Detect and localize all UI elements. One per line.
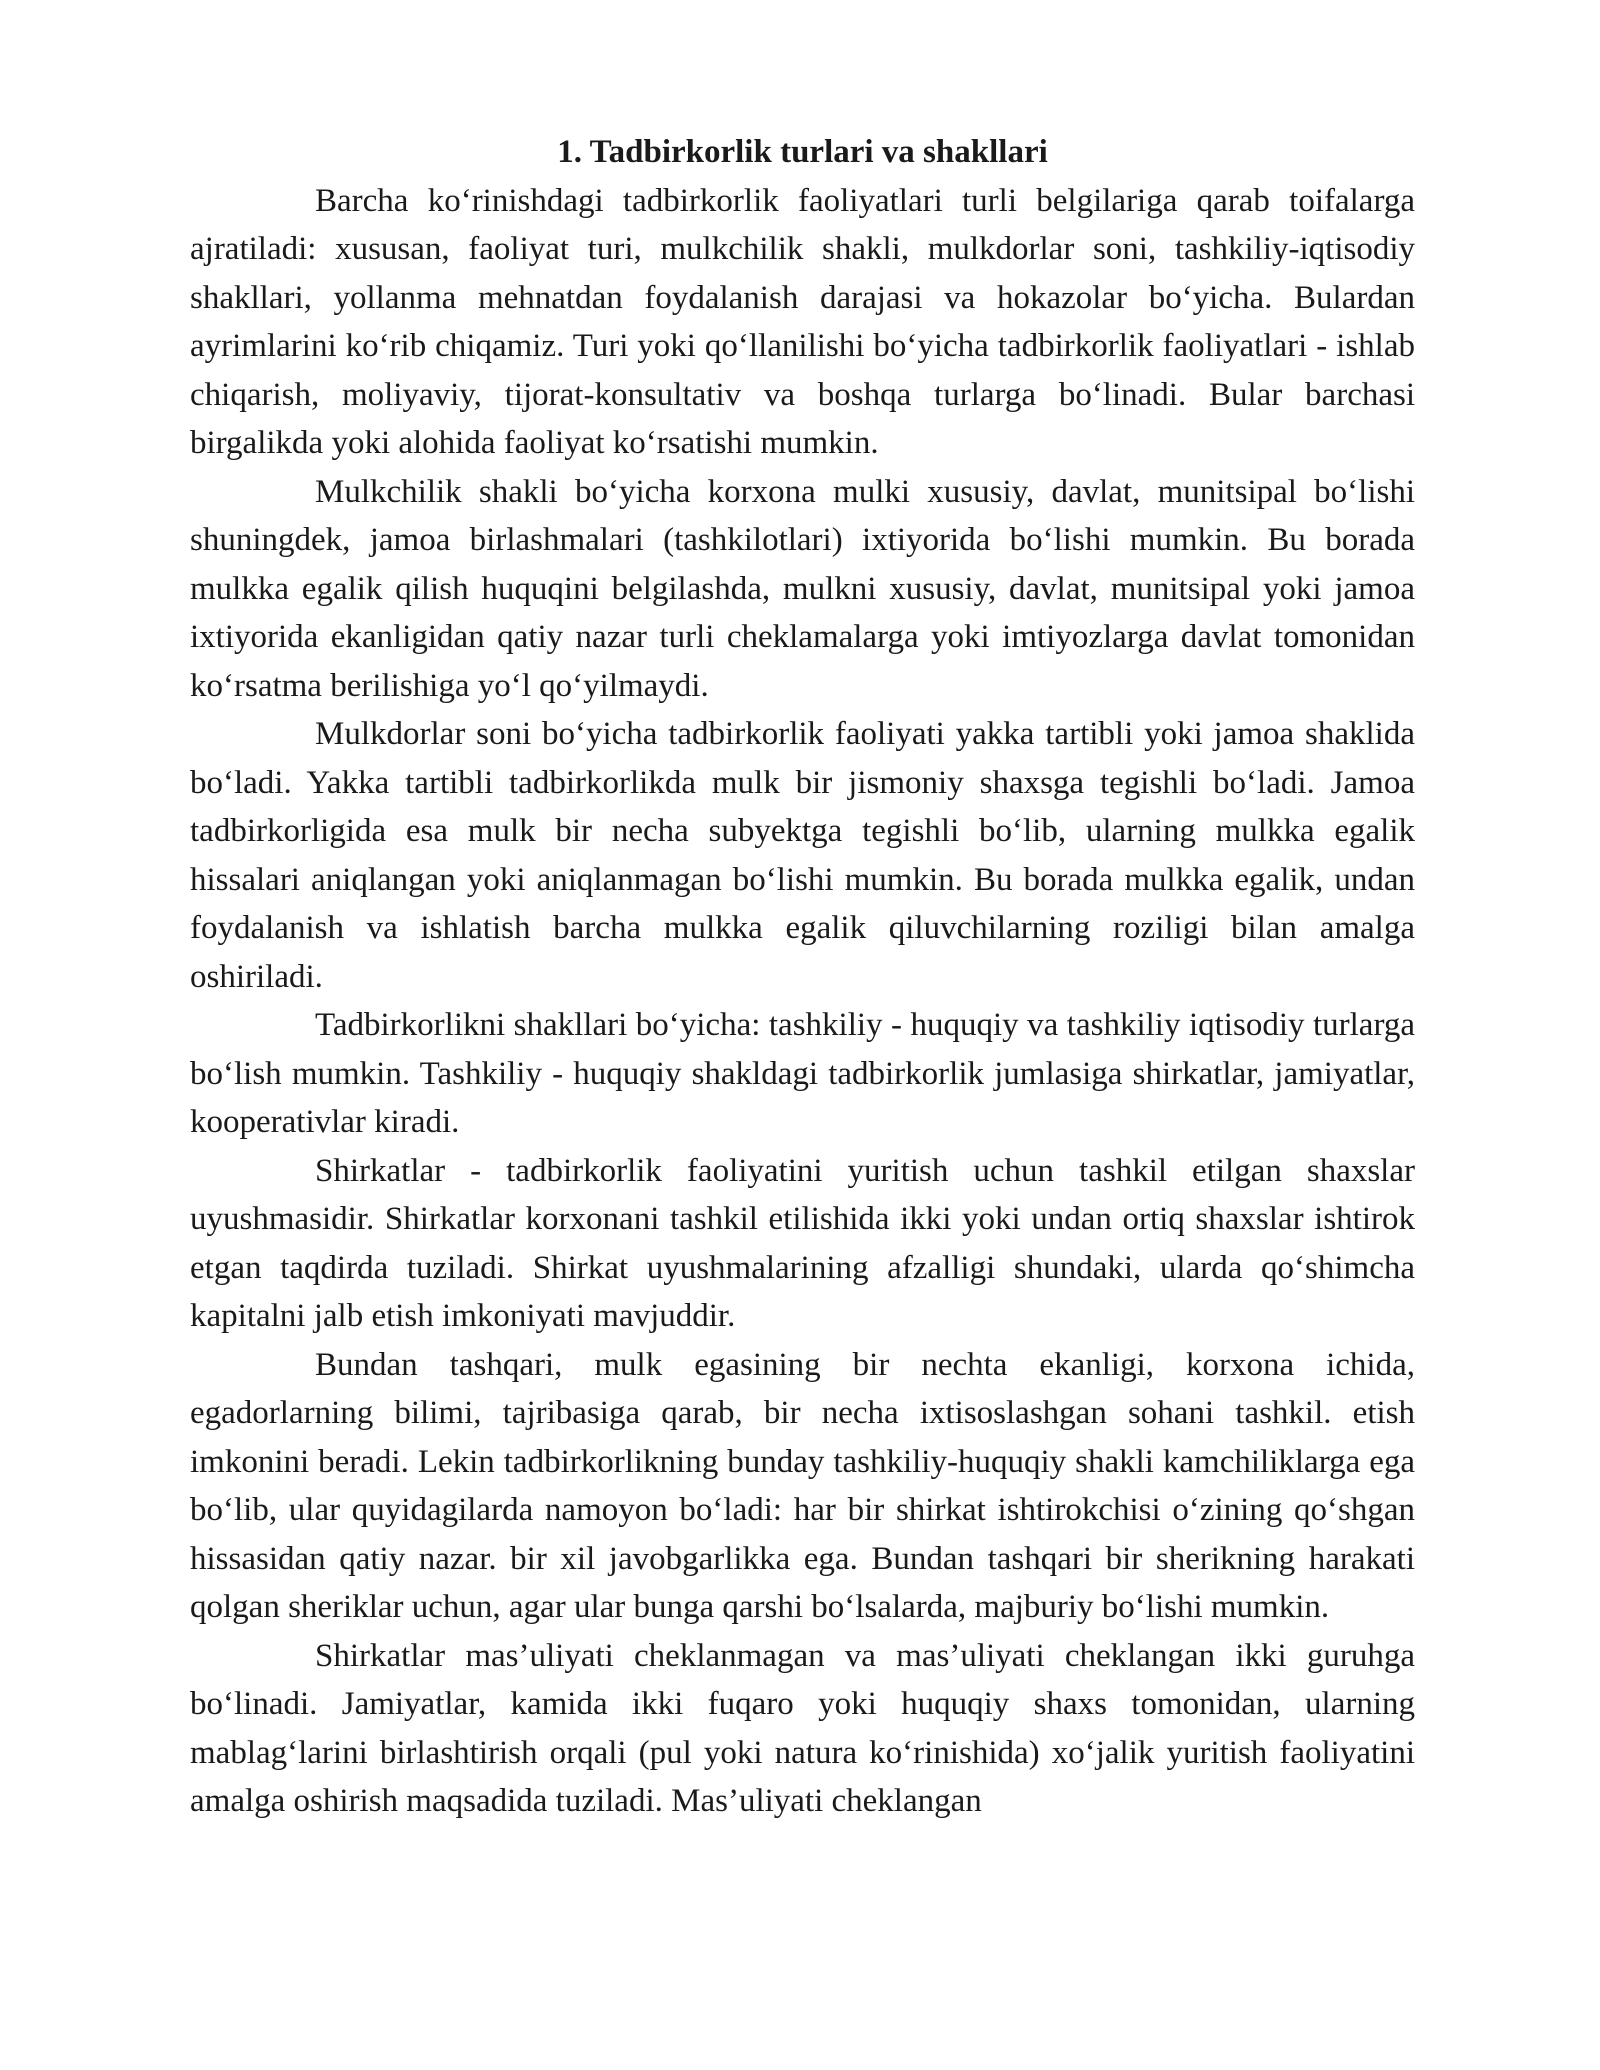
paragraph-1: Barcha ko‘rinishdagi tadbirkorlik faoliyatlari turli belgilariga qarab toifalarga ajratiladi: xususan, faoliyat turi, mulkchilik shakli, mulkdorlar soni, tashkiliy-iqtisodiy shakllari, yollanma mehnatdan foydalanish darajasi va hokazolar bo‘yicha. Bulardan ayrimlarini ko‘rib chiqamiz. Turi yoki qo‘llanilishi bo‘yicha tadbirkorlik faoliyatlari - ishlab chiqarish, moliyaviy, tijorat-konsultativ va boshqa turlarga bo‘linadi. Bular barchasi birgalikda yoki alohida faoliyat ko‘rsatishi mumkin. <box>190 182 1415 461</box>
paragraph-4: Tadbirkorlikni shakllari bo‘yicha: tashkiliy - huquqiy va tashkiliy iqtisodiy turlarga bo‘lish mumkin. Tashkiliy - huquqiy shakldagi tadbirkorlik jumlasiga shirkatlar, jamiyatlar, kooperativlar kiradi. <box>190 1007 1415 1140</box>
paragraph-5: Shirkatlar - tadbirkorlik faoliyatini yuritish uchun tashkil etilgan shaxslar uyushmasidir. Shirkatlar korxonani tashkil etilishida ikki yoki undan ortiq shaxslar ishtirok etgan taqdirda tuziladi. Shirkat uyushmalarining afzalligi shundaki, ularda qo‘shimcha kapitalni jalb etish imkoniyati mavjuddir. <box>190 1152 1415 1334</box>
paragraph-6: Bundan tashqari, mulk egasining bir nechta ekanligi, korxona ichida, egadorlarning bilimi, tajribasiga qarab, bir necha ixtisoslashgan sohani tashkil. etish imkonini beradi. Lekin tadbirkorlikning bunday tashkiliy-huquqiy shakli kamchiliklarga ega bo‘lib, ular quyidagilarda namoyon bo‘ladi: har bir shirkat ishtirokchisi o‘zining qo‘shgan hissasidan qatiy nazar. bir xil javobgarlikka ega. Bundan tashqari bir sherikning harakati qolgan sheriklar uchun, agar ular bunga qarshi bo‘lsalarda, majburiy bo‘lishi mumkin. <box>190 1346 1415 1625</box>
paragraph-2: Mulkchilik shakli bo‘yicha korxona mulki xususiy, davlat, munitsipal bo‘lishi shuningdek, jamoa birlashmalari (tashkilotlari) ixtiyorida bo‘lishi mumkin. Bu borada mulkka egalik qilish huquqini belgilashda, mulkni xususiy, davlat, munitsipal yoki jamoa ixtiyorida ekanligidan qatiy nazar turli cheklamalarga yoki imtiyozlarga davlat tomonidan ko‘rsatma berilishiga yo‘l qo‘yilmaydi. <box>190 473 1415 704</box>
document-page <box>190 128 1415 1826</box>
paragraph-7: Shirkatlar mas’uliyati cheklanmagan va mas’uliyati cheklangan ikki guruhga bo‘linadi. Jamiyatlar, kamida ikki fuqaro yoki huquqiy shaxs tomonidan, ularning mablag‘larini birlashtirish orqali (pul yoki natura ko‘rinishida) xo‘jalik yuritish faoliyatini amalga oshirish maqsadida tuziladi. Mas’uliyati cheklangan <box>190 1637 1415 1819</box>
document-title: 1. Tadbirkorlik turlari va shakllari <box>557 134 1048 170</box>
paragraph-3: Mulkdorlar soni bo‘yicha tadbirkorlik faoliyati yakka tartibli yoki jamoa shaklida bo‘ladi. Yakka tartibli tadbirkorlikda mulk bir jismoniy shaxsga tegishli bo‘ladi. Jamoa tadbirkorligida esa mulk bir necha subyektga tegishli bo‘lib, ularning mulkka egalik hissalari aniqlangan yoki aniqlanmagan bo‘lishi mumkin. Bu borada mulkka egalik, undan foydalanish va ishlatish barcha mulkka egalik qiluvchilarning roziligi bilan amalga oshiriladi. <box>190 716 1415 995</box>
